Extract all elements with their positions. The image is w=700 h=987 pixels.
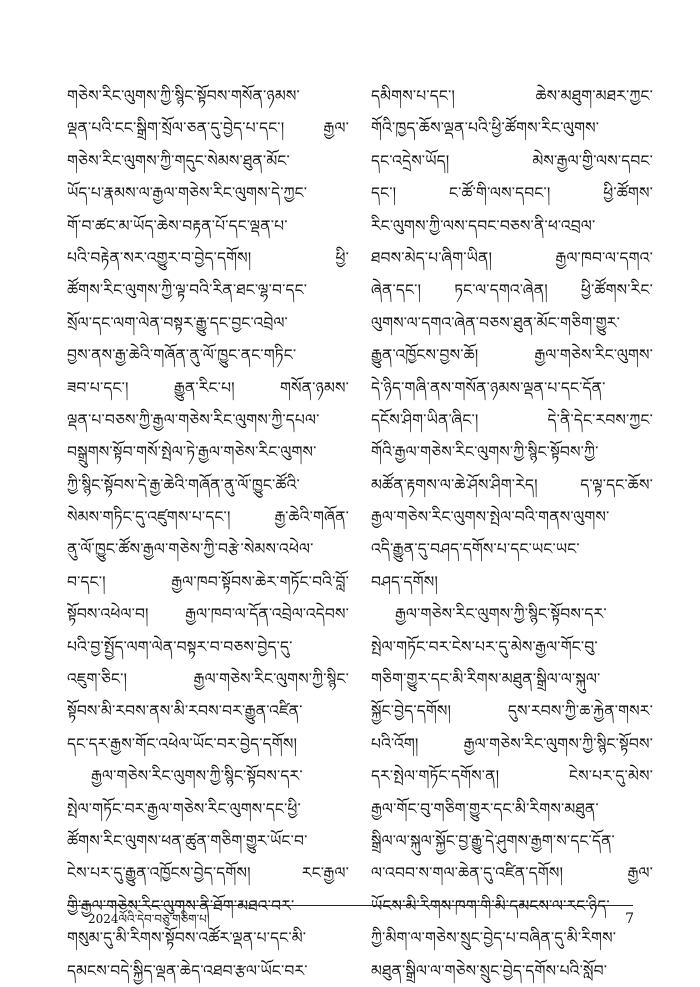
text-line: རྒྱལ་གཅེས་རིང་ལུགས་སྤེལ་བའི་གནས་ལུགས་	[371, 508, 610, 527]
text-line: སྟོབས་མི་རབས་ནས་མི་རབས་བར་རྒྱུན་འཛིན་	[67, 702, 303, 721]
text-line: མཐུན་སྒྲིལ་ལ་གཅེས་སྲུང་བྱེད་དགོས་པའི་སློབ་	[371, 961, 608, 980]
paragraph-start-line: རྒྱལ་གཅེས་རིང་ལུགས་ཀྱི་སྙིང་སྟོབས་དར་	[91, 767, 303, 786]
page-number: 7	[625, 911, 634, 927]
text-line: སྟོབས་འཕེལ་བ། རྒྱལ་ཁབ་ལ་དོན་འབྲེལ་འདེབས་	[67, 605, 349, 624]
text-line: རྒྱུན་འཁྱོངས་བྱས་ཆོ། རྒྱལ་གཅེས་རིང་ལུགས་	[371, 346, 653, 365]
text-line: ལྡན་པའི་ངང་སྒྲིག་སྲོལ་ཅན་དུ་བྱེད་པ་དང་། རྒྱལ་	[67, 119, 349, 138]
text-line: པའི་བརྟེན་སར་འགྱུར་བ་བྱེད་དགོས། ཕྱི་	[67, 248, 349, 267]
text-line: དངོས་ཤིག་ཡིན་ཞིང་། དེ་ནི་དེང་རབས་ཀྱང་	[371, 410, 653, 429]
text-line: རྒྱལ་གོང་བུ་གཅིག་གྱུར་དང་མི་རིགས་མཐུན་	[371, 799, 599, 818]
text-line: ནུ་ལོ་ཁྱུང་ཚོས་རྒྱལ་གཅེས་ཀྱི་བརྩེ་སེམས་འཕེལ་	[67, 540, 314, 559]
text-line: ལུགས་ལ་དགའ་ཞེན་བཅས་ཐུན་མོང་གཅིག་གྱུར་	[371, 313, 620, 332]
text-line: པའི་བྱ་སྤྱོད་ལག་ལེན་བསྟར་བ་བཅས་བྱེད་དུ་	[67, 637, 293, 656]
right-text-column	[371, 80, 653, 987]
text-line: བསྒྲུགས་སྟོབ་གསོ་སྤེལ་ཏེ་རྒྱལ་གཅེས་རིང་ལུགས་	[67, 443, 317, 462]
text-line: བ་དང་། རྒྱལ་ཁབ་སྟོབས་ཆེར་གཏོང་བའི་བློ་	[67, 572, 349, 591]
footer-rule	[67, 905, 633, 906]
text-line: ལྡན་པ་བཅས་ཀྱི་རྒྱལ་གཅེས་རིང་ལུགས་ཀྱི་དཔལ་	[67, 410, 320, 429]
text-line: དར་སྤེལ་གཏོང་དགོས་ན། ངེས་པར་དུ་མེས་	[371, 767, 653, 786]
text-line: གསུམ་དུ་མི་རིགས་སྟོབས་འཚོར་ལྡན་པ་དང་མི་	[67, 929, 307, 948]
text-line: དམངས་བདེ་སྐྱིད་ལྡན་ཆེད་འཐབ་རྩལ་ཡོང་བར་	[67, 961, 308, 980]
text-line: ཐབས་མེད་པ་ཞིག་ཡིན། རྒྱལ་ཁབ་ལ་དགའ་	[371, 248, 653, 267]
text-line: གྱི་རྒྱལ་གཅེས་རིང་ལུགས་ནི་ཐོག་མཐའ་བར་	[67, 896, 295, 915]
text-line: ཀྱི་མིག་ལ་གཅེས་སྲུང་བྱེད་པ་བཞིན་དུ་མི་རིགས་	[371, 929, 617, 948]
text-line: གཅེས་རིང་ལུགས་ཀྱི་གདུང་སེམས་ཐུན་མོང་	[67, 151, 290, 170]
text-line: གཅེས་རིང་ལུགས་ཀྱི་སྙིང་སྟོབས་གསོན་ཉམས་	[67, 87, 300, 105]
paragraph-start-line: རྒྱལ་གཅེས་རིང་ལུགས་ཀྱི་སྙིང་སྟོབས་དར་	[395, 605, 607, 624]
text-line: པའི་འོག། རྒྱལ་གཅེས་རིང་ལུགས་ཀྱི་སྙིང་སྟོབས་	[371, 734, 653, 753]
text-line: རིང་ལུགས་ཀྱི་ལས་དབང་བཅས་ནི་ཕ་འབྲལ་	[371, 216, 596, 235]
text-line: འཇུག་ཅིང་། རྒྱལ་གཅེས་རིང་ལུགས་ཀྱི་སྙིང་	[67, 670, 349, 689]
text-line: སྐྱོང་བྱེད་དགོས། དུས་རབས་ཀྱི་ཆ་རྐྱེན་གསར་	[371, 702, 653, 721]
text-line: དེ་ཉིད་གཞི་ནས་གསོན་ཉམས་ལྡན་པ་དང་དོན་	[371, 378, 606, 397]
text-line: ཚོགས་རིང་ལུགས་ཕན་ཚུན་གཅིག་གྱུར་ཡོང་བ་	[67, 831, 308, 850]
text-line: འདི་རྒྱུན་དུ་བཤད་དགོས་པ་དང་ཡང་ཡང་	[371, 540, 580, 559]
text-line: སྲོལ་དང་ལག་ལེན་བསྟར་རྒྱུ་དང་བྱང་འབྲེལ་	[67, 313, 288, 332]
text-line: ཡོངས་མི་རིགས་ཁག་གི་མི་དམངས་ལ་རང་ཉིད་	[371, 896, 610, 915]
text-line: ཚོགས་རིང་ལུགས་ཀྱི་ལྟ་བའི་རིན་ཐང་ལྷ་བ་དང་	[67, 281, 308, 300]
paragraph-end-line: བཤད་དགོས།	[371, 572, 438, 591]
text-line: གོ་བ་ཚང་མ་ཡོད་ཆེས་བརྟན་པོ་དང་ལྡན་པ་	[67, 216, 288, 235]
text-line: གཅིག་གྱུར་དང་མི་རིགས་མཐུན་སྒྲིལ་ལ་སྐུལ་	[371, 670, 601, 689]
text-line: གོའི་ཁྱད་ཆོས་ལྡན་པའི་ཕྱི་ཚོགས་རིང་ལུགས་	[371, 119, 600, 138]
text-line: དང་། ང་ཚོ་གི་ལས་དབང་། ཕྱི་ཚོགས་	[371, 184, 653, 203]
text-line: སྒྲིལ་ལ་སྐུལ་སྐྱོང་བྱ་རྒྱུ་དེ་ཤུགས་རྒྱག་ས་དང་དོན་	[371, 831, 615, 850]
text-line: ཡོད་པ་རྣམས་ལ་རྒྱལ་གཅེས་རིང་ལུགས་དེ་ཀྱང་	[67, 184, 308, 203]
text-line: དང་འདྲེས་ཡོད། མེས་རྒྱལ་གྱི་ལས་དབང་	[371, 151, 653, 170]
text-line: སེམས་གཏིང་དུ་འཛུགས་པ་དང་། རྒྱ་ཆེའི་གཞོན་	[67, 508, 349, 527]
left-text-column	[67, 80, 349, 987]
text-line: མཚོན་རྟགས་ལ་ཆེ་ཤོས་ཤིག་རེད། ད་ལྟ་དང་ཆོས་	[371, 475, 653, 494]
text-line: གོའི་རྒྱལ་གཅེས་རིང་ལུགས་ཀྱི་སྙིང་སྟོབས་ཀྱི་	[371, 443, 599, 462]
text-line: ངེས་པར་དུ་རྒྱུན་འཁྱོངས་བྱེད་དགོས། རང་རྒྱལ་	[67, 864, 349, 883]
text-line: ཟབ་པ་དང་། རྒྱུན་རིང་པ། གསོན་ཉམས་	[67, 378, 349, 397]
text-line: སྤེལ་གཏོང་བར་ངེས་པར་དུ་མེས་རྒྱལ་གོང་བུ་	[371, 637, 598, 656]
text-line: ཀྱི་སྙིང་སྟོབས་དེ་རྒྱ་ཆེའི་གཞོན་ནུ་ལོ་ཁྱུང་ཚོའི་	[67, 475, 300, 494]
text-line: དམིགས་པ་དང་། ཆེས་མཐུག་མཐར་ཀྱང་	[371, 87, 653, 105]
paragraph-end-line: དང་དར་རྒྱས་གོང་འཕེལ་ཡོང་བར་བྱེད་དགོས།	[67, 734, 298, 753]
text-line: བྱས་ནས་རྒྱ་ཆེའི་གཞོན་ནུ་ལོ་ཁྱུང་ནང་གཏིང་	[67, 346, 297, 365]
text-line: ཞེན་དང་། ཏང་ལ་དགའ་ཞེན། ཕྱི་ཚོགས་རིང་	[371, 281, 653, 300]
text-line: ལ་འབབ་ས་གལ་ཆེན་དུ་འཛིན་དགོས། རྒྱལ་	[371, 864, 653, 883]
text-line: སྤེལ་གཏོང་བར་རྒྱལ་གཅེས་རིང་ལུགས་དང་ཕྱི་	[67, 799, 301, 818]
footer-journal-issue: 2024ལོའི་དེབ་བཅུ་གཅིག་པ།	[88, 912, 210, 926]
